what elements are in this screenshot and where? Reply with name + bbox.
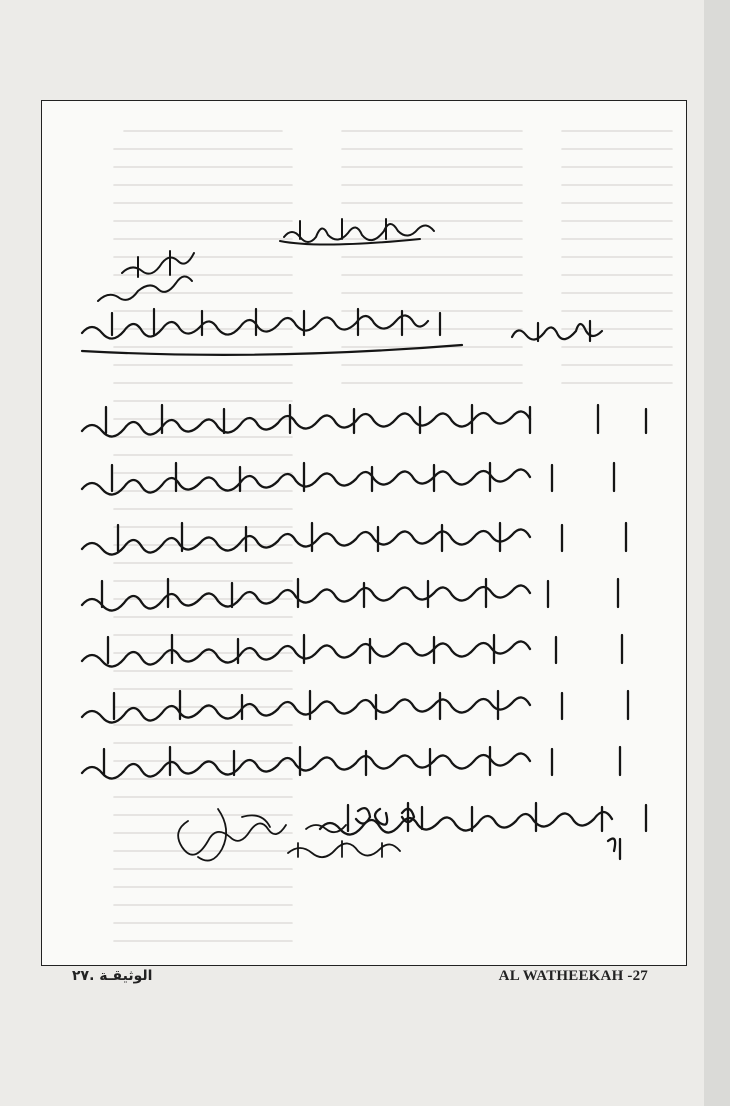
footer-english-label: AL WATHEEKAH -27 [498, 968, 648, 984]
page-edge [704, 0, 730, 1106]
document-frame [41, 100, 687, 966]
footer-arabic-label: الوثيقـة .٢٧ [72, 968, 153, 984]
